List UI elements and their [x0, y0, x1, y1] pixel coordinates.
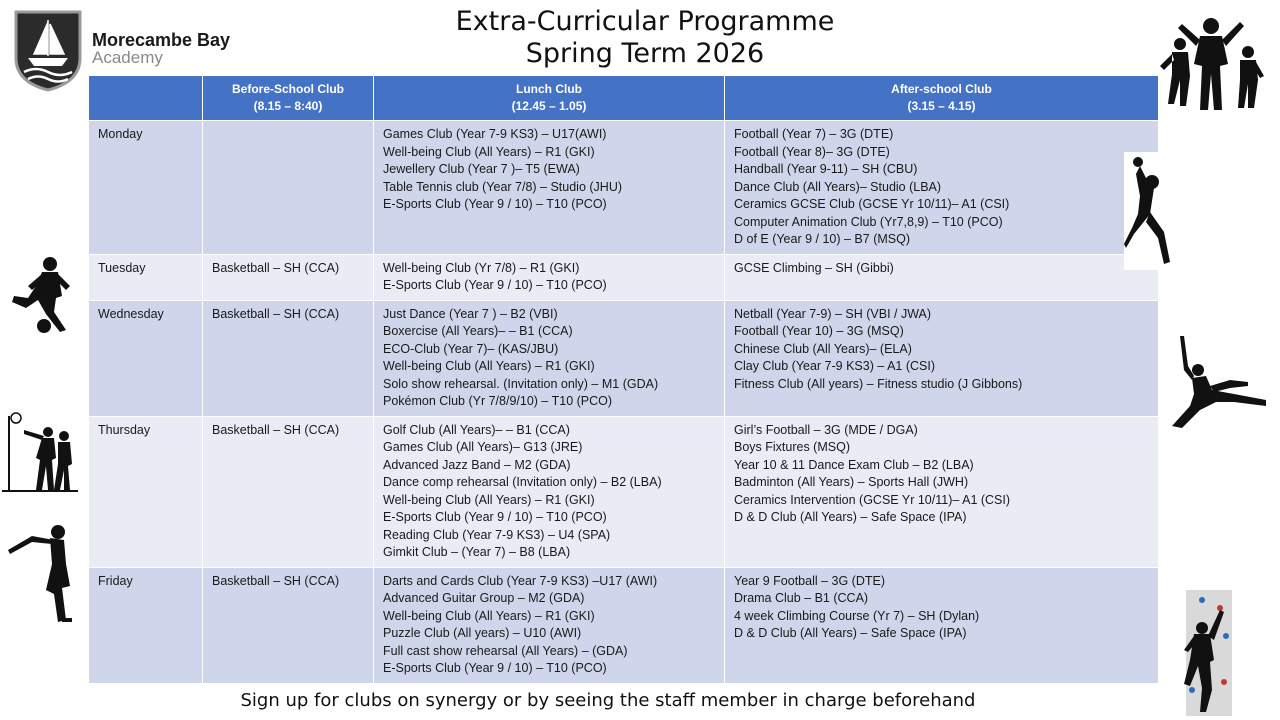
after-club-cell — [725, 416, 1159, 567]
after-club-cell — [725, 300, 1159, 416]
day-cell — [89, 416, 203, 567]
club-entry: E-Sports Club (Year 9 / 10) – T10 (PCO) — [383, 661, 607, 675]
header-cell — [725, 76, 1159, 121]
table-header-row — [89, 76, 1159, 121]
club-entry: Clay Club (Year 7-9 KS3) – A1 (CSI) — [734, 359, 936, 373]
lunch-club-cell — [374, 300, 725, 416]
club-entry: Handball (Year 9-11) – SH (CBU) — [734, 162, 918, 176]
club-entry: Well-being Club (All Years) – R1 (GKI) — [383, 492, 595, 507]
club-entry: E-Sports Club (Year 9 / 10) – T10 (PCO) — [383, 510, 607, 524]
day-cell — [89, 254, 203, 300]
club-entry: Well-being Club (Yr 7/8) – R1 (GKI) — [383, 260, 580, 275]
after-club-cell — [725, 567, 1159, 683]
club-entry: Boxercise (All Years)– – B1 (CCA) — [383, 324, 573, 338]
netball-players-silhouette-icon — [2, 412, 78, 494]
club-entry: Just Dance (Year 7 ) – B2 (VBI) — [383, 306, 558, 321]
page-subtitle: Spring Term 2026 — [525, 38, 765, 69]
club-entry: Advanced Guitar Group – M2 (GDA) — [383, 591, 585, 605]
day-cell — [89, 300, 203, 416]
club-entry: Year 10 & 11 Dance Exam Club – B2 (LBA) — [734, 457, 974, 472]
club-entry: Drama Club – B1 (CCA) — [734, 591, 869, 605]
after-club-cell — [725, 254, 1159, 300]
club-entry: Chinese Club (All Years)– (ELA) — [734, 341, 912, 356]
day-label: Wednesday — [98, 306, 164, 321]
lunch-club-cell — [374, 121, 725, 255]
club-entry: Jewellery Club (Year 7 )– T5 (EWA) — [383, 162, 580, 176]
footballer-silhouette-icon — [6, 256, 72, 334]
lunch-club-cell — [374, 416, 725, 567]
club-entry: Ceramics GCSE Club (GCSE Yr 10/11)– A1 (CSI) — [734, 197, 1010, 211]
club-entry: Well-being Club (All Years) – R1 (GKI) — [383, 608, 595, 623]
club-entry: Reading Club (Year 7-9 KS3) – U4 (SPA) — [383, 527, 611, 542]
header-time: (12.45 – 1.05) — [511, 99, 587, 113]
header-name: Lunch Club — [516, 82, 582, 96]
day-label: Tuesday — [98, 260, 146, 275]
club-entry: Well-being Club (All Years) – R1 (GKI) — [383, 359, 595, 373]
club-entry: Pokémon Club (Yr 7/8/9/10) – T10 (PCO) — [383, 394, 613, 408]
day-cell — [89, 567, 203, 683]
club-entry: 4 week Climbing Course (Yr 7) – SH (Dylan) — [734, 608, 980, 623]
club-entry: Solo show rehearsal. (Invitation only) – M1 (GDA) — [383, 376, 659, 391]
before-club-cell — [203, 416, 374, 567]
header-cell — [203, 76, 374, 121]
club-entry: Football (Year 8)– 3G (DTE) — [734, 144, 890, 159]
lunch-club-cell — [374, 567, 725, 683]
academy-logo-shield — [12, 8, 84, 92]
club-entry: Dance comp rehearsal (Invitation only) – B2 (LBA) — [383, 475, 662, 489]
header-time: (8.15 – 8:40) — [253, 99, 323, 113]
header-name: Before-School Club — [231, 82, 344, 96]
page-title: Extra-Curricular Programme — [455, 6, 835, 37]
club-entry: GCSE Climbing – SH (Gibbi) — [734, 260, 894, 275]
club-entry: Darts and Cards Club (Year 7-9 KS3) –U17 (AWI) — [383, 573, 658, 588]
club-entry: Games Club (All Years)– G13 (JRE) — [383, 440, 583, 454]
club-entry: Full cast show rehearsal (All Years) – (GDA) — [383, 643, 628, 658]
club-entry: Basketball – SH (CCA) — [212, 422, 340, 437]
header-cell-blank — [89, 76, 203, 121]
day-label: Monday — [98, 127, 143, 141]
club-entry: Dance Club (All Years)– Studio (LBA) — [734, 179, 942, 194]
handball-player-silhouette-icon — [1124, 152, 1172, 270]
before-club-cell — [203, 121, 374, 255]
day-label: Friday — [98, 573, 133, 588]
table-row — [89, 121, 1159, 255]
before-club-cell — [203, 254, 374, 300]
header-time: (3.15 – 4.15) — [907, 99, 976, 113]
table-row — [89, 416, 1159, 567]
club-entry: Netball (Year 7-9) – SH (VBI / JWA) — [734, 306, 932, 321]
club-entry: Fitness Club (All years) – Fitness studio (J Gibbons) — [734, 376, 1023, 391]
club-entry: Badminton (All Years) – Sports Hall (JWH) — [734, 475, 969, 489]
logo-subtitle: Academy — [92, 48, 163, 67]
golfer-silhouette-icon — [6, 524, 76, 628]
club-entry: Golf Club (All Years)– – B1 (CCA) — [383, 422, 570, 437]
club-entry: Girl’s Football – 3G (MDE / DGA) — [734, 422, 918, 437]
before-club-cell — [203, 567, 374, 683]
table-row — [89, 254, 1159, 300]
club-entry: D & D Club (All Years) – Safe Space (IPA) — [734, 626, 967, 640]
club-entry: Advanced Jazz Band – M2 (GDA) — [383, 457, 571, 472]
club-entry: Basketball – SH (CCA) — [212, 306, 340, 321]
table-row — [89, 300, 1159, 416]
club-entry: Computer Animation Club (Yr7,8,9) – T10 (PCO) — [734, 214, 1003, 229]
club-entry: Puzzle Club (All years) – U10 (AWI) — [383, 626, 582, 640]
table-body — [89, 121, 1159, 684]
leaping-dancer-silhouette-icon — [1170, 336, 1268, 430]
dancers-silhouette-icon — [1156, 14, 1266, 116]
club-entry: Year 9 Football – 3G (DTE) — [734, 573, 885, 588]
day-label: Thursday — [98, 422, 151, 437]
after-club-cell — [725, 121, 1159, 255]
club-timetable — [88, 75, 1159, 684]
club-entry: Table Tennis club (Year 7/8) – Studio (JHU) — [383, 179, 623, 194]
club-entry: Gimkit Club – (Year 7) – B8 (LBA) — [383, 545, 571, 559]
club-entry: Well-being Club (All Years) – R1 (GKI) — [383, 144, 595, 159]
day-cell — [89, 121, 203, 255]
club-entry: Basketball – SH (CCA) — [212, 573, 340, 588]
lunch-club-cell — [374, 254, 725, 300]
club-entry: Ceramics Intervention (GCSE Yr 10/11)– A1 (CSI) — [734, 492, 1011, 507]
club-entry: Boys Fixtures (MSQ) — [734, 440, 850, 454]
club-entry: E-Sports Club (Year 9 / 10) – T10 (PCO) — [383, 197, 607, 211]
header-cell — [374, 76, 725, 121]
header-name: After-school Club — [891, 82, 992, 96]
club-entry: Basketball – SH (CCA) — [212, 260, 340, 275]
logo-name: Morecambe Bay — [92, 30, 231, 50]
club-entry: D & D Club (All Years) – Safe Space (IPA) — [734, 510, 967, 524]
club-entry: Football (Year 10) – 3G (MSQ) — [734, 324, 904, 338]
table-row — [89, 567, 1159, 683]
footer-note: Sign up for clubs on synergy or by seeing the staff member in charge beforehand — [240, 690, 976, 711]
club-entry: Games Club (Year 7-9 KS3) – U17(AWI) — [383, 127, 607, 141]
club-entry: ECO-Club (Year 7)– (KAS/JBU) — [383, 341, 559, 356]
club-entry: D of E (Year 9 / 10) – B7 (MSQ) — [734, 232, 910, 246]
club-entry: E-Sports Club (Year 9 / 10) – T10 (PCO) — [383, 278, 607, 292]
before-club-cell — [203, 300, 374, 416]
club-entry: Football (Year 7) – 3G (DTE) — [734, 127, 894, 141]
